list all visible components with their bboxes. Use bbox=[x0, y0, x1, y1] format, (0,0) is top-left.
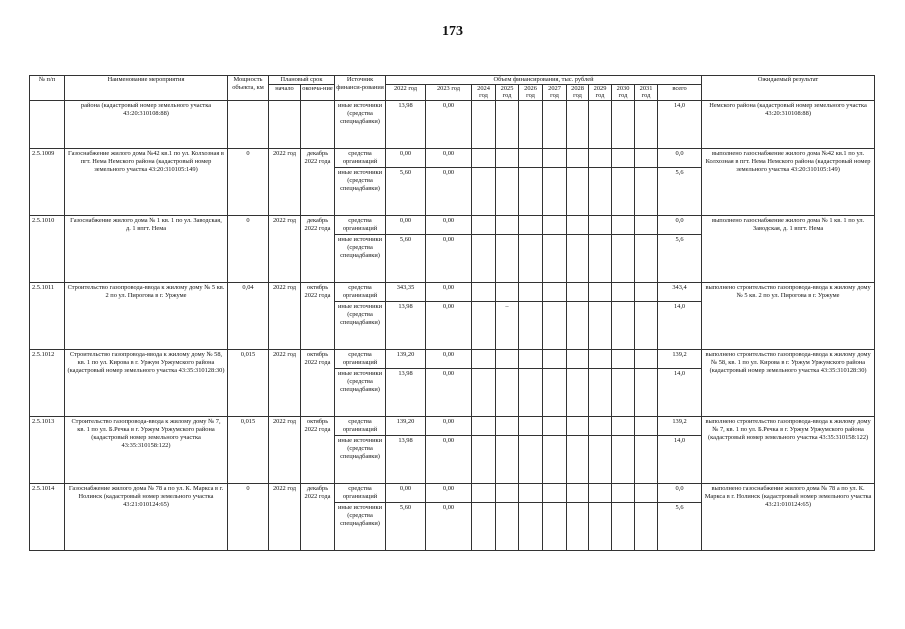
capacity: 0,04 bbox=[228, 282, 269, 349]
expected-result: выполнено строительство газопровода-ввода к жилому дому № 5 кв. 2 по ул. Пирогова в г. Уржуме bbox=[702, 282, 875, 349]
value-year-empty bbox=[543, 100, 567, 148]
value-total: 139,2 bbox=[658, 416, 702, 435]
value-total: 0,0 bbox=[658, 215, 702, 234]
header-name: Наименование мероприятия bbox=[65, 76, 228, 101]
value-2023: 0,00 bbox=[426, 100, 472, 148]
funding-source: иные источники (средства спецнадбавки) bbox=[335, 234, 386, 282]
value-year-empty bbox=[519, 167, 543, 215]
value-year-empty bbox=[543, 435, 567, 483]
event-name: района (кадастровый номер земельного участка 43:20:310108:88) bbox=[65, 100, 228, 148]
value-2023: 0,00 bbox=[426, 349, 472, 368]
header-year: 2029 год bbox=[589, 84, 612, 100]
value-year-empty bbox=[496, 483, 519, 502]
value-year-empty bbox=[543, 368, 567, 416]
value-year-empty bbox=[472, 349, 496, 368]
value-total: 5,6 bbox=[658, 502, 702, 550]
capacity: 0 bbox=[228, 483, 269, 550]
value-2023: 0,00 bbox=[426, 502, 472, 550]
value-year-empty bbox=[612, 215, 635, 234]
value-year-empty bbox=[589, 301, 612, 349]
value-total: 5,6 bbox=[658, 234, 702, 282]
value-2022: 13,98 bbox=[386, 368, 426, 416]
end-date: октябрь 2022 года bbox=[301, 349, 335, 416]
value-year-empty bbox=[612, 301, 635, 349]
value-year-empty bbox=[635, 502, 658, 550]
end-date bbox=[301, 100, 335, 148]
row-number: 2.5.1012 bbox=[30, 349, 65, 416]
row-number bbox=[30, 100, 65, 148]
funding-source: иные источники (средства спецнадбавки) bbox=[335, 502, 386, 550]
event-name: Строительство газопровода-ввода к жилому дому № 58, кв. 1 по ул. Кирова в г. Уржум Уржумского района (кадастровый номер земельного участка 43:35:310128:30) bbox=[65, 349, 228, 416]
header-year: 2030 год bbox=[612, 84, 635, 100]
value-year-empty bbox=[519, 416, 543, 435]
value-year-empty bbox=[612, 502, 635, 550]
value-year-empty bbox=[472, 502, 496, 550]
value-year-empty bbox=[472, 368, 496, 416]
value-year-empty bbox=[519, 282, 543, 301]
value-year-empty bbox=[612, 483, 635, 502]
value-year-empty bbox=[635, 234, 658, 282]
expected-result: Немского района (кадастровый номер земельного участка 43:20:310108:88) bbox=[702, 100, 875, 148]
header-year: 2026 год bbox=[519, 84, 543, 100]
value-2022: 13,98 bbox=[386, 301, 426, 349]
value-year-empty bbox=[496, 167, 519, 215]
value-year-empty bbox=[635, 483, 658, 502]
value-year-empty bbox=[519, 435, 543, 483]
value-year-empty bbox=[519, 100, 543, 148]
value-year-empty bbox=[567, 435, 589, 483]
event-name: Строительство газопровода-ввода к жилому дому № 5 кв. 2 по ул. Пирогова в г. Уржуме bbox=[65, 282, 228, 349]
value-year-empty bbox=[472, 435, 496, 483]
end-date: декабрь 2022 года bbox=[301, 483, 335, 550]
table-row bbox=[30, 215, 875, 234]
expected-result: выполнено строительство газопровода-ввода к жилому дому № 7, кв. 1 по ул. Б.Речка в г. Уржум Уржумского района (кадастровый номер земельного участка 43:35:310158:122) bbox=[702, 416, 875, 483]
value-total: 343,4 bbox=[658, 282, 702, 301]
funding-source: иные источники (средства спецнадбавки) bbox=[335, 167, 386, 215]
header-year: 2024 год bbox=[472, 84, 496, 100]
capacity: 0 bbox=[228, 148, 269, 215]
header-total: всего bbox=[658, 84, 702, 100]
start-date: 2022 год bbox=[269, 215, 301, 282]
value-year-empty bbox=[635, 282, 658, 301]
capacity bbox=[228, 100, 269, 148]
value-year-empty bbox=[567, 167, 589, 215]
value-year-empty bbox=[496, 349, 519, 368]
value-year-empty bbox=[567, 416, 589, 435]
value-year-empty bbox=[589, 148, 612, 167]
expected-result: выполнено газоснабжение жилого дома №42 кв.1 по ул. Колхозная в пгт. Нема Немского района (кадастровый номер земельного участка 43:20:310105:149) bbox=[702, 148, 875, 215]
header-no: № п/п bbox=[30, 76, 65, 101]
value-year-empty bbox=[543, 215, 567, 234]
value-year-empty bbox=[496, 215, 519, 234]
value-year-empty bbox=[635, 368, 658, 416]
value-year-empty bbox=[589, 215, 612, 234]
funding-source: средства организаций bbox=[335, 349, 386, 368]
row-number: 2.5.1009 bbox=[30, 148, 65, 215]
value-year-empty bbox=[472, 234, 496, 282]
header-year: 2031 год bbox=[635, 84, 658, 100]
value-year-empty bbox=[567, 349, 589, 368]
value-2023: 0,00 bbox=[426, 301, 472, 349]
value-year-empty bbox=[612, 167, 635, 215]
start-date: 2022 год bbox=[269, 148, 301, 215]
value-year-empty bbox=[519, 502, 543, 550]
value-year-empty bbox=[635, 435, 658, 483]
header-year: 2022 год bbox=[386, 84, 426, 100]
value-year-empty bbox=[519, 349, 543, 368]
value-2022: 5,60 bbox=[386, 502, 426, 550]
header-end: оконча-ние bbox=[301, 84, 335, 100]
capacity: 0,015 bbox=[228, 349, 269, 416]
value-year-empty: – bbox=[496, 301, 519, 349]
value-year-empty bbox=[589, 234, 612, 282]
expected-result: выполнено строительство газопровода-ввода к жилому дому № 58, кв. 1 по ул. Кирова в г. Уржум Уржумского района (кадастровый номер земельного участка 43:35:310128:30) bbox=[702, 349, 875, 416]
row-number: 2.5.1010 bbox=[30, 215, 65, 282]
value-year-empty bbox=[496, 502, 519, 550]
value-year-empty bbox=[589, 349, 612, 368]
value-2023: 0,00 bbox=[426, 483, 472, 502]
value-year-empty bbox=[543, 148, 567, 167]
value-year-empty bbox=[496, 234, 519, 282]
table-row bbox=[30, 483, 875, 502]
table-body bbox=[30, 100, 875, 550]
value-year-empty bbox=[567, 483, 589, 502]
row-number: 2.5.1011 bbox=[30, 282, 65, 349]
value-total: 14,0 bbox=[658, 301, 702, 349]
expected-result: выполнено газоснабжение жилого дома № 78 а по ул. К. Маркса в г. Нолинск (кадастровый номер земельного участка 43:21:010124:65) bbox=[702, 483, 875, 550]
row-number: 2.5.1014 bbox=[30, 483, 65, 550]
value-year-empty bbox=[589, 368, 612, 416]
capacity: 0 bbox=[228, 215, 269, 282]
header-year: 2028 год bbox=[567, 84, 589, 100]
value-year-empty bbox=[635, 215, 658, 234]
value-year-empty bbox=[635, 148, 658, 167]
header-power: Мощность объекта, км bbox=[228, 76, 269, 101]
funding-source: иные источники (средства спецнадбавки) bbox=[335, 368, 386, 416]
funding-source: средства организаций bbox=[335, 483, 386, 502]
start-date bbox=[269, 100, 301, 148]
value-2022: 139,20 bbox=[386, 349, 426, 368]
end-date: октябрь 2022 года bbox=[301, 416, 335, 483]
value-2022: 139,20 bbox=[386, 416, 426, 435]
value-year-empty bbox=[567, 148, 589, 167]
value-year-empty bbox=[496, 368, 519, 416]
value-year-empty bbox=[635, 167, 658, 215]
value-year-empty bbox=[589, 100, 612, 148]
value-year-empty bbox=[612, 100, 635, 148]
value-year-empty bbox=[612, 148, 635, 167]
value-total: 139,2 bbox=[658, 349, 702, 368]
end-date: декабрь 2022 года bbox=[301, 215, 335, 282]
value-year-empty bbox=[496, 148, 519, 167]
value-year-empty bbox=[589, 167, 612, 215]
value-year-empty bbox=[612, 234, 635, 282]
value-year-empty bbox=[567, 282, 589, 301]
value-year-empty bbox=[567, 368, 589, 416]
funding-source: иные источники (средства спецнадбавки) bbox=[335, 100, 386, 148]
value-year-empty bbox=[589, 435, 612, 483]
value-year-empty bbox=[589, 483, 612, 502]
value-year-empty bbox=[567, 215, 589, 234]
value-2023: 0,00 bbox=[426, 282, 472, 301]
value-year-empty bbox=[543, 416, 567, 435]
header-year: 2027 год bbox=[543, 84, 567, 100]
value-2023: 0,00 bbox=[426, 416, 472, 435]
value-year-empty bbox=[472, 100, 496, 148]
value-year-empty bbox=[496, 100, 519, 148]
start-date: 2022 год bbox=[269, 282, 301, 349]
value-year-empty bbox=[496, 282, 519, 301]
value-year-empty bbox=[543, 301, 567, 349]
value-year-empty bbox=[543, 167, 567, 215]
value-2023: 0,00 bbox=[426, 167, 472, 215]
value-year-empty bbox=[589, 502, 612, 550]
table-row bbox=[30, 349, 875, 368]
start-date: 2022 год bbox=[269, 349, 301, 416]
value-year-empty bbox=[635, 301, 658, 349]
value-year-empty bbox=[519, 215, 543, 234]
value-2023: 0,00 bbox=[426, 435, 472, 483]
value-total: 14,0 bbox=[658, 100, 702, 148]
value-total: 0,0 bbox=[658, 483, 702, 502]
start-date: 2022 год bbox=[269, 483, 301, 550]
value-year-empty bbox=[543, 349, 567, 368]
funding-source: средства организаций bbox=[335, 215, 386, 234]
value-year-empty bbox=[472, 148, 496, 167]
header-start: начало bbox=[269, 84, 301, 100]
value-year-empty bbox=[472, 167, 496, 215]
value-year-empty bbox=[635, 100, 658, 148]
event-name: Газоснабжение жилого дома № 1 кв. 1 по ул. Заводская, д. 1 впгт. Нема bbox=[65, 215, 228, 282]
value-year-empty bbox=[472, 282, 496, 301]
start-date: 2022 год bbox=[269, 416, 301, 483]
value-year-empty bbox=[472, 301, 496, 349]
value-year-empty bbox=[567, 301, 589, 349]
event-name: Газоснабжение жилого дома №42 кв.1 по ул. Колхозная в пгт. Нема Немского района (кадастровый номер земельного участка 43:20:310105:149) bbox=[65, 148, 228, 215]
value-2023: 0,00 bbox=[426, 215, 472, 234]
value-year-empty bbox=[472, 483, 496, 502]
value-2022: 5,60 bbox=[386, 234, 426, 282]
funding-source: иные источники (средства спецнадбавки) bbox=[335, 435, 386, 483]
value-2022: 0,00 bbox=[386, 215, 426, 234]
value-year-empty bbox=[612, 349, 635, 368]
value-year-empty bbox=[567, 234, 589, 282]
event-name: Газоснабжение жилого дома № 78 а по ул. К. Маркса в г. Нолинск (кадастровый номер земельного участка 43:21:010124:65) bbox=[65, 483, 228, 550]
header-result: Ожидаемый результат bbox=[702, 76, 875, 101]
value-total: 14,0 bbox=[658, 435, 702, 483]
value-year-empty bbox=[519, 301, 543, 349]
value-year-empty bbox=[543, 502, 567, 550]
value-year-empty bbox=[543, 234, 567, 282]
value-year-empty bbox=[612, 368, 635, 416]
value-2023: 0,00 bbox=[426, 148, 472, 167]
end-date: декабрь 2022 года bbox=[301, 148, 335, 215]
event-name: Строительство газопровода-ввода к жилому дому № 7, кв. 1 по ул. Б.Речка в г. Уржум Уржумского района (кадастровый номер земельного участка 43:35:310158:122) bbox=[65, 416, 228, 483]
value-year-empty bbox=[612, 416, 635, 435]
value-year-empty bbox=[496, 416, 519, 435]
value-year-empty bbox=[519, 483, 543, 502]
value-year-empty bbox=[519, 234, 543, 282]
value-total: 0,0 bbox=[658, 148, 702, 167]
value-2022: 0,00 bbox=[386, 148, 426, 167]
header-source: Источник финанси-рования bbox=[335, 76, 386, 101]
value-year-empty bbox=[612, 282, 635, 301]
value-2022: 13,98 bbox=[386, 100, 426, 148]
value-year-empty bbox=[472, 416, 496, 435]
value-year-empty bbox=[567, 502, 589, 550]
value-year-empty bbox=[496, 435, 519, 483]
expected-result: выполнено газоснабжение жилого дома № 1 кв. 1 по ул. Заводская, д. 1 впгт. Нема bbox=[702, 215, 875, 282]
value-2023: 0,00 bbox=[426, 234, 472, 282]
end-date: октябрь 2022 года bbox=[301, 282, 335, 349]
header-year: 2023 год bbox=[426, 84, 472, 100]
value-year-empty bbox=[635, 416, 658, 435]
table-row bbox=[30, 416, 875, 435]
funding-source: средства организаций bbox=[335, 148, 386, 167]
value-year-empty bbox=[589, 282, 612, 301]
header-period: Плановый срок bbox=[269, 76, 335, 85]
value-year-empty bbox=[519, 148, 543, 167]
funding-source: средства организаций bbox=[335, 416, 386, 435]
value-year-empty bbox=[543, 483, 567, 502]
value-year-empty bbox=[589, 416, 612, 435]
header-volume: Объем финансирования, тыс. рублей bbox=[386, 76, 702, 85]
capacity: 0,015 bbox=[228, 416, 269, 483]
value-year-empty bbox=[635, 349, 658, 368]
value-total: 14,0 bbox=[658, 368, 702, 416]
page-number: 173 bbox=[442, 24, 463, 39]
financing-table bbox=[29, 75, 875, 551]
header-year: 2025 год bbox=[496, 84, 519, 100]
value-year-empty bbox=[543, 282, 567, 301]
table-row bbox=[30, 282, 875, 301]
table-row bbox=[30, 148, 875, 167]
value-2022: 13,98 bbox=[386, 435, 426, 483]
value-year-empty bbox=[519, 368, 543, 416]
value-year-empty bbox=[567, 100, 589, 148]
value-2022: 0,00 bbox=[386, 483, 426, 502]
funding-source: средства организаций bbox=[335, 282, 386, 301]
table-row bbox=[30, 100, 875, 148]
value-year-empty bbox=[612, 435, 635, 483]
row-number: 2.5.1013 bbox=[30, 416, 65, 483]
value-year-empty bbox=[472, 215, 496, 234]
value-2022: 343,35 bbox=[386, 282, 426, 301]
funding-source: иные источники (средства спецнадбавки) bbox=[335, 301, 386, 349]
value-2022: 5,60 bbox=[386, 167, 426, 215]
value-total: 5,6 bbox=[658, 167, 702, 215]
value-2023: 0,00 bbox=[426, 368, 472, 416]
